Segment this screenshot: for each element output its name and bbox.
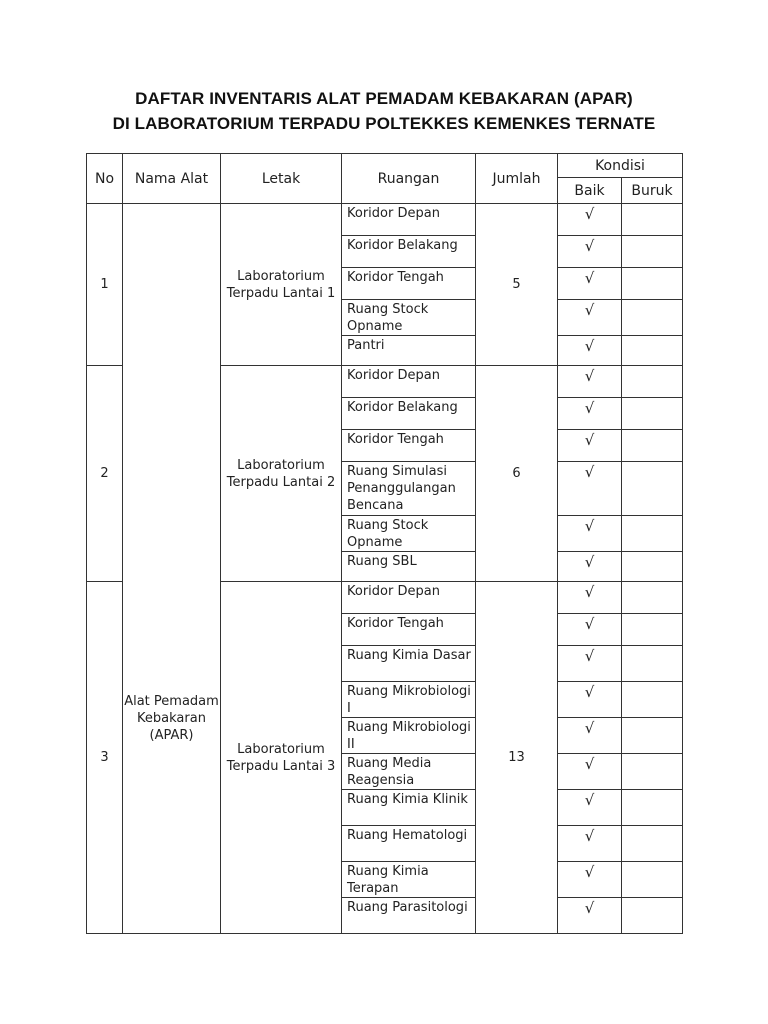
cell-jumlah: 5	[476, 204, 558, 366]
cell-buruk	[622, 462, 683, 516]
cell-no: 2	[87, 366, 123, 582]
cell-ruangan: Ruang Parasitologi	[342, 898, 476, 934]
cell-baik-check: √	[558, 682, 622, 718]
cell-ruangan: Ruang Stock Opname	[342, 300, 476, 336]
header-baik: Baik	[558, 178, 622, 204]
cell-ruangan: Ruang Kimia Dasar	[342, 646, 476, 682]
cell-baik-check: √	[558, 898, 622, 934]
cell-ruangan: Ruang Mikrobiologi II	[342, 718, 476, 754]
cell-ruangan: Ruang Stock Opname	[342, 516, 476, 552]
cell-baik-check: √	[558, 204, 622, 236]
cell-baik-check: √	[558, 552, 622, 582]
cell-ruangan: Ruang Kimia Klinik	[342, 790, 476, 826]
cell-buruk	[622, 366, 683, 398]
cell-ruangan: Ruang Kimia Terapan	[342, 862, 476, 898]
cell-ruangan: Ruang SBL	[342, 552, 476, 582]
cell-buruk	[622, 516, 683, 552]
inventory-table	[86, 153, 683, 934]
cell-no: 3	[87, 582, 123, 934]
cell-baik-check: √	[558, 398, 622, 430]
table-body	[87, 204, 683, 934]
cell-buruk	[622, 718, 683, 754]
header-buruk: Buruk	[622, 178, 683, 204]
title-line-1: DAFTAR INVENTARIS ALAT PEMADAM KEBAKARAN (APAR)	[135, 89, 633, 108]
cell-ruangan: Koridor Belakang	[342, 398, 476, 430]
cell-baik-check: √	[558, 516, 622, 552]
cell-jumlah: 13	[476, 582, 558, 934]
cell-buruk	[622, 336, 683, 366]
cell-letak: Laboratorium Terpadu Lantai 1	[221, 204, 342, 366]
cell-buruk	[622, 268, 683, 300]
document-title	[0, 86, 768, 136]
cell-baik-check: √	[558, 862, 622, 898]
cell-buruk	[622, 754, 683, 790]
cell-baik-check: √	[558, 366, 622, 398]
cell-baik-check: √	[558, 462, 622, 516]
header-ruangan: Ruangan	[342, 154, 476, 204]
cell-baik-check: √	[558, 430, 622, 462]
cell-buruk	[622, 790, 683, 826]
cell-nama-alat: Alat Pemadam Kebakaran (APAR)	[123, 204, 221, 934]
cell-baik-check: √	[558, 614, 622, 646]
cell-buruk	[622, 398, 683, 430]
cell-ruangan: Ruang Hematologi	[342, 826, 476, 862]
cell-baik-check: √	[558, 646, 622, 682]
header-nama-alat: Nama Alat	[123, 154, 221, 204]
cell-letak: Laboratorium Terpadu Lantai 3	[221, 582, 342, 934]
cell-ruangan: Ruang Simulasi Penanggulangan Bencana	[342, 462, 476, 516]
cell-baik-check: √	[558, 790, 622, 826]
cell-buruk	[622, 862, 683, 898]
cell-buruk	[622, 582, 683, 614]
cell-buruk	[622, 898, 683, 934]
cell-buruk	[622, 236, 683, 268]
cell-ruangan: Koridor Tengah	[342, 430, 476, 462]
cell-baik-check: √	[558, 336, 622, 366]
header-no: No	[87, 154, 123, 204]
cell-ruangan: Koridor Tengah	[342, 268, 476, 300]
cell-no: 1	[87, 204, 123, 366]
cell-buruk	[622, 300, 683, 336]
title-line-2: DI LABORATORIUM TERPADU POLTEKKES KEMENKES TERNATE	[112, 114, 656, 133]
cell-baik-check: √	[558, 718, 622, 754]
cell-baik-check: √	[558, 236, 622, 268]
cell-baik-check: √	[558, 826, 622, 862]
cell-baik-check: √	[558, 754, 622, 790]
cell-jumlah: 6	[476, 366, 558, 582]
header-letak: Letak	[221, 154, 342, 204]
cell-baik-check: √	[558, 268, 622, 300]
cell-buruk	[622, 682, 683, 718]
cell-ruangan: Koridor Depan	[342, 204, 476, 236]
cell-buruk	[622, 430, 683, 462]
cell-buruk	[622, 552, 683, 582]
cell-ruangan: Koridor Tengah	[342, 614, 476, 646]
cell-ruangan: Koridor Depan	[342, 366, 476, 398]
cell-buruk	[622, 826, 683, 862]
cell-ruangan: Pantri	[342, 336, 476, 366]
cell-buruk	[622, 646, 683, 682]
table-row	[87, 204, 683, 236]
cell-ruangan: Ruang Mikrobiologi I	[342, 682, 476, 718]
header-jumlah: Jumlah	[476, 154, 558, 204]
cell-baik-check: √	[558, 300, 622, 336]
cell-letak: Laboratorium Terpadu Lantai 2	[221, 366, 342, 582]
cell-ruangan: Koridor Depan	[342, 582, 476, 614]
cell-ruangan: Ruang Media Reagensia	[342, 754, 476, 790]
cell-buruk	[622, 204, 683, 236]
cell-buruk	[622, 614, 683, 646]
cell-baik-check: √	[558, 582, 622, 614]
cell-ruangan: Koridor Belakang	[342, 236, 476, 268]
header-kondisi: Kondisi	[558, 154, 683, 178]
